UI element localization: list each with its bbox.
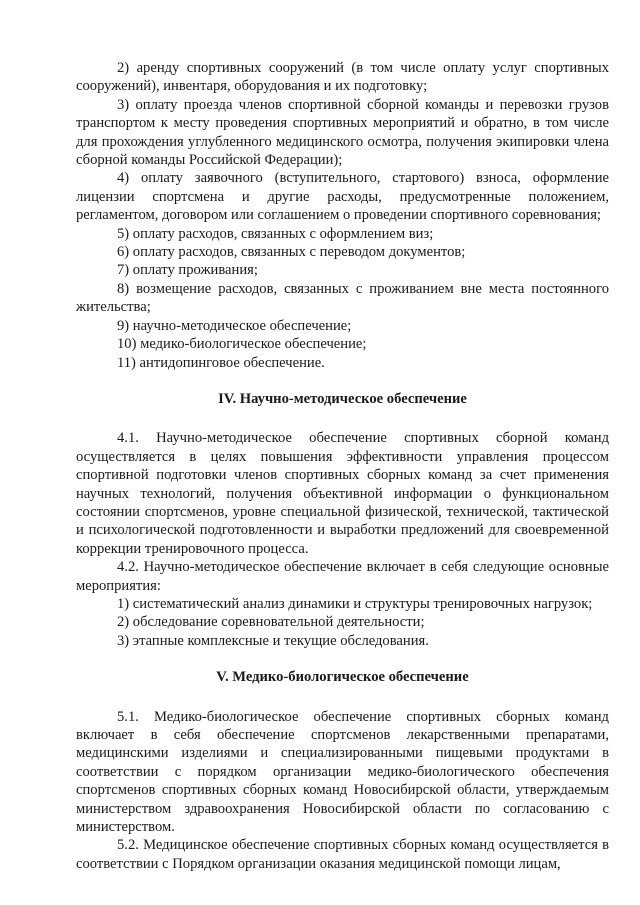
list-item-translation: 6) оплату расходов, связанных с переводом документов; — [117, 244, 466, 261]
list-item-medical-support: 10) медико-биологическое обеспечение; — [117, 336, 367, 353]
section-heading-iv: IV. Научно-методическое обеспечение — [218, 390, 467, 407]
list-item-accommodation: 7) оплату проживания; — [117, 262, 258, 279]
section-heading-v: V. Медико-биологическое обеспечение — [216, 669, 469, 686]
spacer — [76, 372, 609, 390]
list-item-entry-fee: 4) оплату заявочного (вступительного, стартового) взноса, оформление лицензии спортсмена и другие расходы, предусмотренные положением, регламентом, договором или соглашением о проведении спортивного соревнования; — [76, 170, 609, 224]
list-item-stage-examinations: 3) этапные комплексные и текущие обследования. — [117, 632, 429, 649]
spacer — [76, 687, 609, 708]
list-item-visas: 5) оплату расходов, связанных с оформлением виз; — [117, 225, 434, 242]
list-item-travel: 3) оплату проезда членов спортивной сборной команды и перевозки грузов транспортом к месту проведения спортивных мероприятий и обратно, в том числе для прохождения углубленного медицинского осмотра, получения экипировки члена сборной команды Российской Федерации); — [76, 96, 609, 169]
paragraph-5-2: 5.2. Медицинское обеспечение спортивных сборных команд осуществляется в соответствии с Порядком организации оказания медицинской помощи лицам, — [76, 837, 609, 872]
document-page — [76, 59, 609, 873]
list-item-scientific-support: 9) научно-методическое обеспечение; — [117, 317, 352, 334]
paragraph-4-2: 4.2. Научно-методическое обеспечение включает в себя следующие основные мероприятия: — [76, 559, 609, 594]
spacer — [76, 650, 609, 668]
list-item-load-analysis: 1) систематический анализ динамики и структуры тренировочных нагрузок; — [117, 595, 593, 612]
list-item-rent: 2) аренду спортивных сооружений (в том числе оплату услуг спортивных сооружений), инвентаря, оборудования и их подготовку; — [76, 60, 609, 95]
list-item-antidoping: 11) антидопинговое обеспечение. — [117, 354, 325, 371]
list-item-competition-survey: 2) обследование соревновательной деятельности; — [117, 614, 425, 631]
paragraph-5-1: 5.1. Медико-биологическое обеспечение спортивных сборных команд включает в себя обеспечение спортсменов лекарственными препаратами, медицинскими изделиями и специализированными пищевыми продуктами в соответствии с порядком организации медико-биологического обеспечения спортсменов спортивных сборных команд Новосибирской области, утверждаемым министерством здравоохранения Новосибирской области по согласованию с министерством. — [76, 708, 609, 836]
list-item-living-expenses: 8) возмещение расходов, связанных с проживанием вне места постоянного жительства; — [76, 280, 609, 316]
paragraph-4-1: 4.1. Научно-методическое обеспечение спортивных сборной команд осуществляется в целях повышения эффективности управления процессом спортивной подготовки членов спортивных сборных команд за счет применения научных технологий, получения объективной информации о функциональном состоянии спортсменов, уровне специальной физической, технической, тактической и психологической подготовленности и выработки предложений для своевременной коррекции тренировочного процесса. — [76, 430, 609, 557]
spacer — [76, 408, 609, 429]
